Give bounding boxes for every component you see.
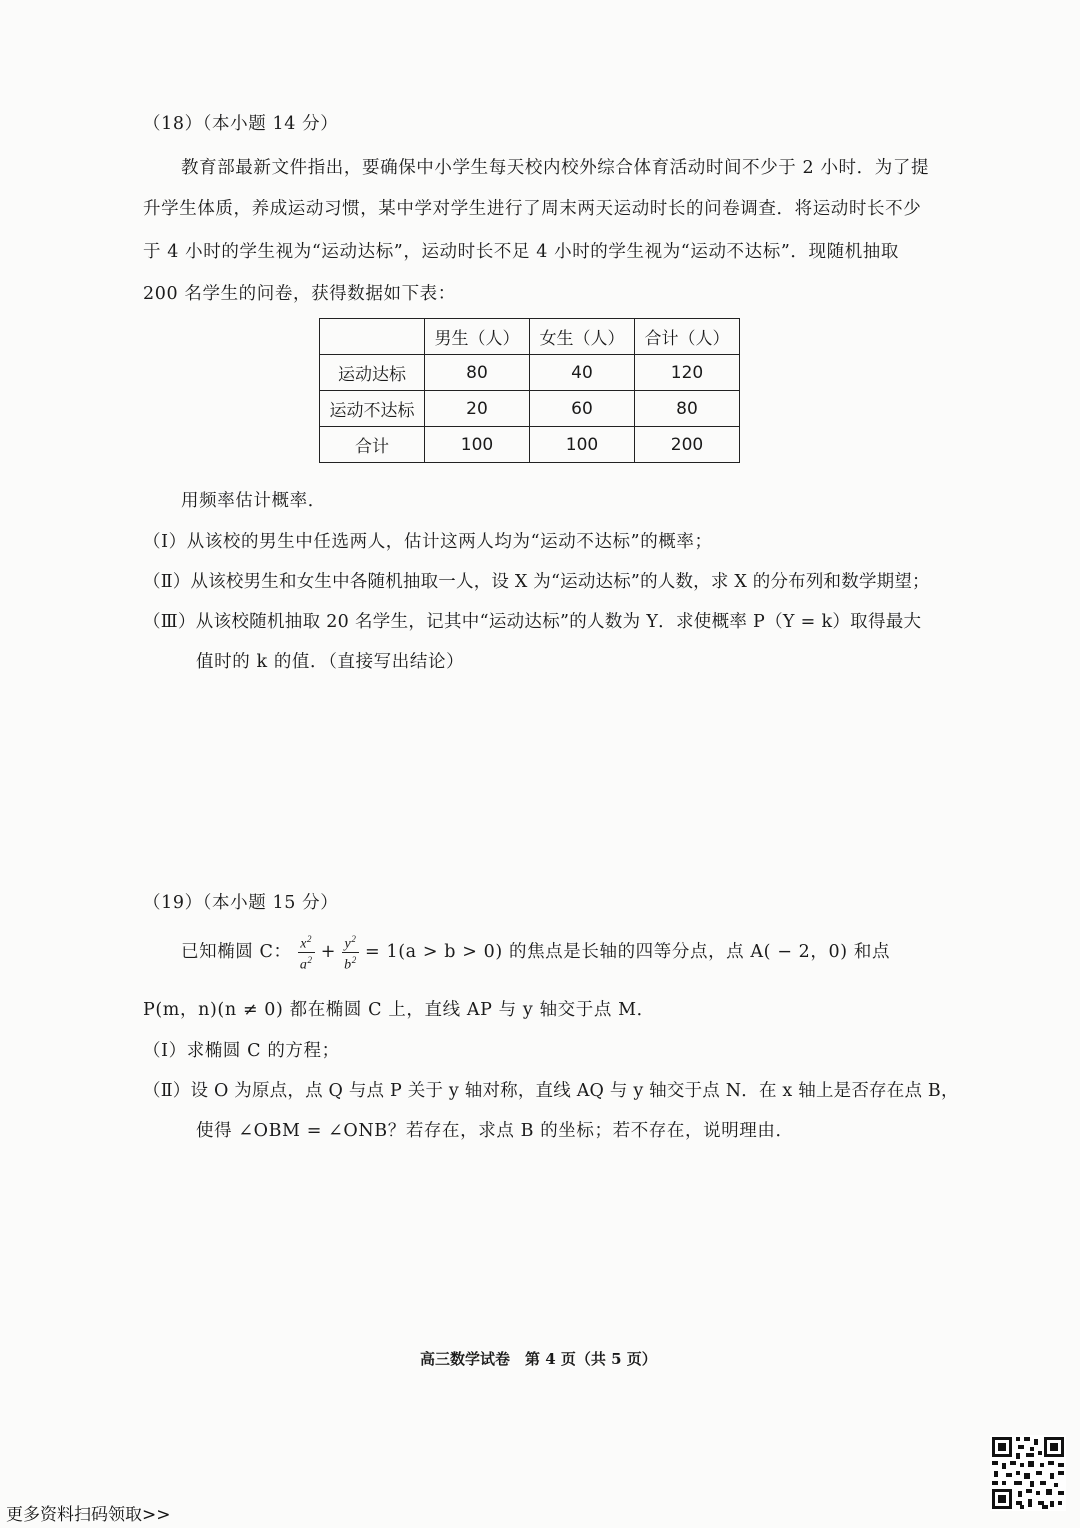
- table-header-cell: 合计（人）: [635, 319, 740, 355]
- q18-line-4: 200 名学生的问卷，获得数据如下表：: [143, 284, 456, 304]
- q18-part-2: （Ⅱ）从该校男生和女生中各随机抽取一人，设 X 为“运动达标”的人数，求 X 的分布列和数学期望；: [143, 572, 930, 592]
- table-cell: 运动不达标: [320, 391, 425, 427]
- table-cell: 100: [530, 427, 635, 463]
- frac-denominator: b: [344, 957, 352, 973]
- q19-part-1: （Ⅰ）求椭圆 C 的方程；: [143, 1041, 340, 1061]
- table-cell: 运动达标: [320, 355, 425, 391]
- q19-line-1-suffix: = 1(a > b > 0) 的焦点是长轴的四等分点，点 A( − 2，0) 和点: [365, 942, 891, 962]
- q18-note: 用频率估计概率．: [181, 491, 326, 511]
- table-header-cell: [320, 319, 425, 355]
- q18-line-2: 升学生体质，养成运动习惯，某中学对学生进行了周末两天运动时长的问卷调查．将运动时长不少: [143, 199, 922, 219]
- promo-text: 更多资料扫码领取>>: [6, 1505, 171, 1525]
- table-header-row: [320, 319, 740, 355]
- q18-part-3-line-2: 值时的 k 的值．（直接写出结论）: [196, 652, 465, 672]
- table-cell: 40: [530, 355, 635, 391]
- q18-part-1: （Ⅰ）从该校的男生中任选两人，估计这两人均为“运动不达标”的概率；: [143, 532, 713, 552]
- table-cell: 80: [635, 391, 740, 427]
- q18-header: （18）（本小题 14 分）: [143, 114, 339, 134]
- table-cell: 80: [425, 355, 530, 391]
- table-cell: 20: [425, 391, 530, 427]
- table-cell: 120: [635, 355, 740, 391]
- q18-line-3: 于 4 小时的学生视为“运动达标”，运动时长不足 4 小时的学生视为“运动不达标”．现随机抽取: [143, 242, 900, 262]
- q18-part-3-line-1: （Ⅲ）从该校随机抽取 20 名学生，记其中“运动达标”的人数为 Y．求使概率 P（Y = k）取得最大: [143, 612, 922, 632]
- q19-line-2: P(m，n)(n ≠ 0) 都在椭圆 C 上，直线 AP 与 y 轴交于点 M．: [143, 1000, 655, 1020]
- table-cell: 200: [635, 427, 740, 463]
- fraction-x-over-a: $\frac{x^2}{a^2}$: [299, 934, 313, 973]
- q18-line-1: 教育部最新文件指出，要确保中小学生每天校内校外综合体育活动时间不少于 2 小时．为了提: [181, 158, 930, 178]
- table-row: [320, 427, 740, 463]
- table-cell: 60: [530, 391, 635, 427]
- frac-denominator: a: [299, 957, 308, 973]
- frac-numerator: y: [344, 937, 352, 952]
- q19-part-2-line-1: （Ⅱ）设 O 为原点，点 Q 与点 P 关于 y 轴对称，直线 AQ 与 y 轴交于点 N．在 x 轴上是否存在点 B，: [143, 1081, 959, 1101]
- table-header-cell: 女生（人）: [530, 319, 635, 355]
- table-row: [320, 355, 740, 391]
- table-cell: 合计: [320, 427, 425, 463]
- table-header-cell: 男生（人）: [425, 319, 530, 355]
- table-row: [320, 391, 740, 427]
- data-table: [319, 318, 740, 463]
- q19-part-2-line-2: 使得 ∠OBM = ∠ONB？若存在，求点 B 的坐标；若不存在，说明理由．: [196, 1121, 794, 1141]
- page-number-label: 高三数学试卷 第 4 页（共 5 页）: [420, 1350, 657, 1368]
- q19-header: （19）（本小题 15 分）: [143, 893, 339, 913]
- qr-code-icon[interactable]: [990, 1435, 1066, 1511]
- fraction-y-over-b: $\frac{y^2}{b^2}$: [344, 934, 357, 973]
- q19-line-1: 已知椭圆 C： $\frac{x^2}{a^2}$ + $\frac{y^2}{b^2}$ = 1(a > b > 0) 的焦点是长轴的四等分点，点 A( − 2，0) 和点: [181, 934, 891, 973]
- q19-line-1-prefix: 已知椭圆 C：: [181, 942, 292, 962]
- table-cell: 100: [425, 427, 530, 463]
- frac-numerator: x: [300, 937, 308, 952]
